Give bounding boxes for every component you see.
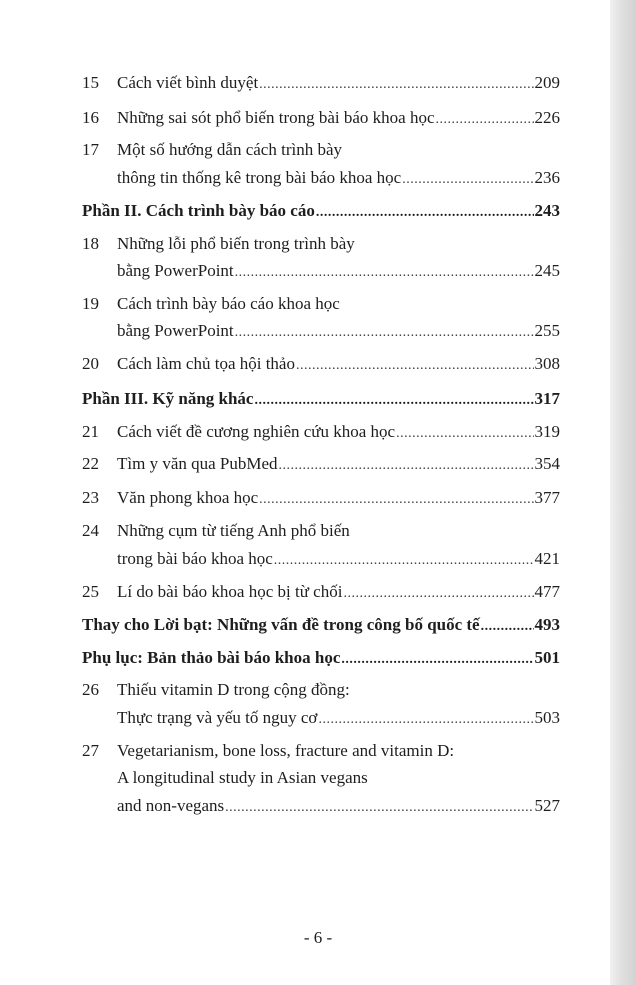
chapter-number: 27 bbox=[82, 741, 99, 760]
chapter-title: bằng PowerPoint bbox=[117, 261, 234, 280]
dot-leader bbox=[225, 796, 533, 820]
dot-leader bbox=[402, 168, 533, 192]
page-number: 209 bbox=[534, 73, 560, 92]
toc-part-line[interactable] bbox=[82, 646, 560, 670]
toc-entry-line[interactable] bbox=[82, 486, 560, 510]
toc-entry-line[interactable] bbox=[82, 547, 560, 571]
chapter-title: Những lỗi phổ biến trong trình bày bbox=[117, 234, 355, 253]
page-number: 236 bbox=[534, 168, 560, 187]
dot-leader bbox=[259, 488, 533, 512]
page-number: 317 bbox=[534, 389, 560, 408]
chapter-number: 19 bbox=[82, 294, 99, 313]
chapter-number: 15 bbox=[82, 73, 99, 92]
dot-leader bbox=[274, 549, 534, 573]
toc-part-line[interactable] bbox=[82, 613, 560, 637]
dot-leader bbox=[436, 108, 534, 132]
toc-entry-line[interactable] bbox=[82, 739, 560, 763]
toc-entry-line[interactable] bbox=[82, 292, 560, 316]
chapter-title: trong bài báo khoa học bbox=[117, 549, 273, 568]
chapter-number: 16 bbox=[82, 108, 99, 127]
toc-entry-line[interactable] bbox=[82, 420, 560, 444]
toc-entry-line[interactable] bbox=[82, 452, 560, 476]
chapter-number: 18 bbox=[82, 234, 99, 253]
chapter-title: Một số hướng dẫn cách trình bày bbox=[117, 140, 342, 159]
chapter-number: 25 bbox=[82, 582, 99, 601]
page-number: 245 bbox=[534, 261, 560, 280]
page-number: 255 bbox=[534, 321, 560, 340]
toc-entry-line[interactable] bbox=[82, 259, 560, 283]
chapter-title: and non-vegans bbox=[117, 796, 225, 815]
page-number: 226 bbox=[534, 108, 560, 127]
chapter-title: thông tin thống kê trong bài báo khoa học bbox=[117, 168, 402, 187]
chapter-title: A longitudinal study in Asian vegans bbox=[117, 768, 368, 787]
chapter-number: 20 bbox=[82, 354, 99, 373]
dot-leader bbox=[316, 201, 534, 225]
dot-leader bbox=[343, 582, 533, 606]
page-edge-shadow bbox=[610, 0, 636, 985]
dot-leader bbox=[235, 261, 534, 285]
chapter-title: Những sai sót phổ biến trong bài báo khoa học bbox=[117, 108, 435, 127]
page-number: 243 bbox=[534, 201, 560, 220]
chapter-title: Thực trạng và yếu tố nguy cơ bbox=[117, 708, 318, 727]
page-number: 493 bbox=[534, 615, 560, 634]
page-number: 501 bbox=[534, 648, 560, 667]
toc-entry-line[interactable] bbox=[82, 232, 560, 256]
dot-leader bbox=[296, 354, 534, 378]
toc-part-line[interactable] bbox=[82, 387, 560, 411]
chapter-number: 21 bbox=[82, 422, 99, 441]
page-number: 354 bbox=[534, 454, 560, 473]
dot-leader bbox=[235, 321, 534, 345]
chapter-title: Vegetarianism, bone loss, fracture and vitamin D: bbox=[117, 741, 455, 760]
toc-part-line[interactable] bbox=[82, 199, 560, 223]
toc-entry-line[interactable] bbox=[82, 106, 560, 130]
page-number: 308 bbox=[534, 354, 560, 373]
dot-leader bbox=[341, 648, 533, 672]
dot-leader bbox=[254, 389, 533, 413]
page-number: 477 bbox=[534, 582, 560, 601]
dot-leader bbox=[481, 615, 534, 639]
toc-entry-line[interactable] bbox=[82, 580, 560, 604]
chapter-title: bằng PowerPoint bbox=[117, 321, 234, 340]
toc-entry-line[interactable] bbox=[82, 352, 560, 376]
toc-entry-line[interactable] bbox=[82, 519, 560, 543]
chapter-title: Tìm y văn qua PubMed bbox=[117, 454, 278, 473]
chapter-title: Cách làm chủ tọa hội thảo bbox=[117, 354, 295, 373]
chapter-number: 23 bbox=[82, 488, 99, 507]
dot-leader bbox=[279, 454, 534, 478]
dot-leader bbox=[318, 708, 533, 732]
chapter-title: Những cụm từ tiếng Anh phổ biến bbox=[117, 521, 350, 540]
toc-entry-line[interactable] bbox=[82, 319, 560, 343]
page-number: 319 bbox=[534, 422, 560, 441]
toc-entry-line[interactable] bbox=[82, 678, 560, 702]
page-number-footer: - 6 - bbox=[303, 928, 333, 947]
chapter-title: Cách viết bình duyệt bbox=[117, 73, 259, 92]
dot-leader bbox=[259, 73, 533, 97]
part-title: Thay cho Lời bạt: Những vấn đề trong công bố quốc tế bbox=[82, 615, 480, 634]
toc-entry-line[interactable] bbox=[82, 166, 560, 190]
part-title: Phần II. Cách trình bày báo cáo bbox=[82, 201, 315, 220]
page-number: 503 bbox=[534, 708, 560, 727]
part-title: Phần III. Kỹ năng khác bbox=[82, 389, 254, 408]
chapter-number: 26 bbox=[82, 680, 99, 699]
chapter-title: Cách trình bày báo cáo khoa học bbox=[117, 294, 340, 313]
chapter-number: 22 bbox=[82, 454, 99, 473]
chapter-title: Thiếu vitamin D trong cộng đồng: bbox=[117, 680, 350, 699]
chapter-title: Cách viết đề cương nghiên cứu khoa học bbox=[117, 422, 396, 441]
page-number: 527 bbox=[534, 796, 560, 815]
chapter-title: Văn phong khoa học bbox=[117, 488, 259, 507]
toc-entry-line[interactable] bbox=[82, 794, 560, 818]
toc-entry-line[interactable] bbox=[82, 766, 560, 790]
chapter-number: 24 bbox=[82, 521, 99, 540]
page-number: 421 bbox=[534, 549, 560, 568]
part-title: Phụ lục: Bản thảo bài báo khoa học bbox=[82, 648, 341, 667]
chapter-title: Lí do bài báo khoa học bị từ chối bbox=[117, 582, 343, 601]
chapter-number: 17 bbox=[82, 140, 99, 159]
page-number: 377 bbox=[534, 488, 560, 507]
toc-entry-line[interactable] bbox=[82, 706, 560, 730]
toc-entry-line[interactable] bbox=[82, 138, 560, 162]
toc-entry-line[interactable] bbox=[82, 71, 560, 95]
dot-leader bbox=[396, 422, 533, 446]
